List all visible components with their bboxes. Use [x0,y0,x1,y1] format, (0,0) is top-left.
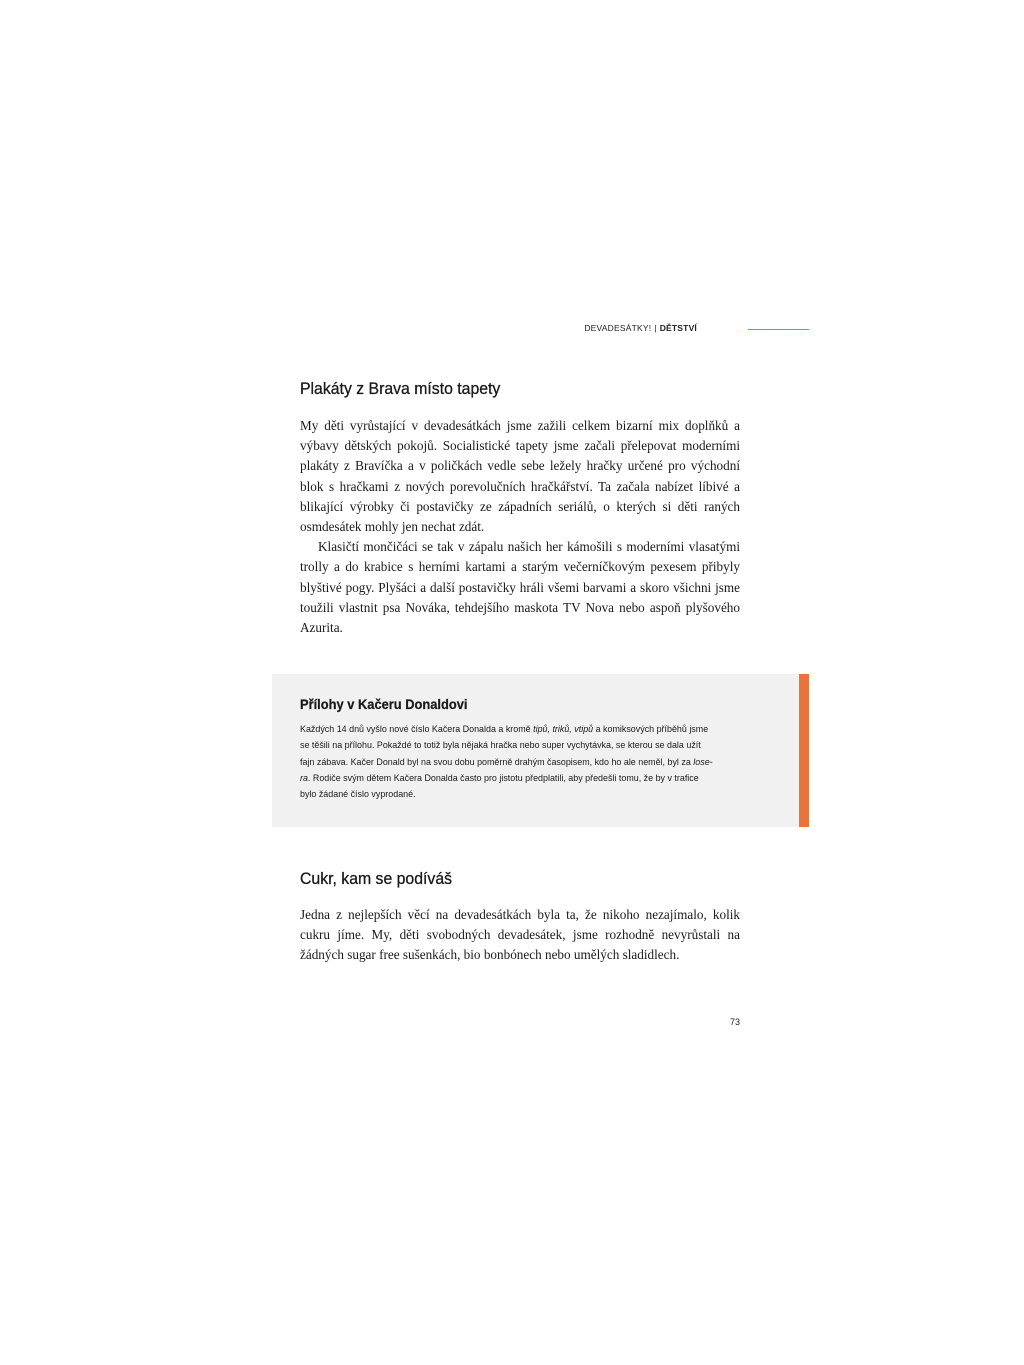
section-heading-posters: Plakáty z Brava místo tapety [300,379,501,398]
sidebar-accent-bar [799,674,809,827]
text-run: se těšili na přílohu. Pokaždé to totiž byla nějaká hračka nebo super vychytávka, se kterou se dala užít [300,740,701,752]
sidebar-line [300,722,709,738]
section-body-sugar [300,905,740,966]
paragraph: My děti vyrůstající v devadesátkách jsme zažili celkem bizarní mix doplňků a výbavy dětských pokojů. Socialistické tapety jsme začali přelepovat moderními plakáty z Bravíčka a v poličkách vedle sebe ležely hračky určené pro východní blok s hračkami z nových porevolučních hračkářství. Ta začala nabízet líbivé a blikající výrobky či postavičky ze západních seriálů, o kterých si děti raných osmdesátek mohly jen nechat zdát. [300,418,740,535]
running-head-separator: | [654,323,657,333]
sidebar-line [300,755,713,771]
italic-run: lose- [693,756,713,768]
sidebar-box [272,674,799,827]
section-body-posters [300,416,740,638]
running-head-text [584,323,697,333]
running-head-section: DEVADESÁTKY! [584,323,652,333]
italic-run: ra [300,772,308,784]
sidebar-line [300,738,705,754]
text-run: Každých 14 dnů vyšlo nové číslo Kačera Donalda a kromě [300,724,534,735]
text-run: fajn zábava. Kačer Donald byl na svou dobu poměrně drahým časopisem, kdo ho ale neměl, byl za [300,756,694,768]
paragraph: Jedna z nejlepších věcí na devadesátkách byla ta, že nikoho nezajímalo, kolik cukru jíme. My, děti svobodných devadesátek, jsme rozhodně nevyrůstali na žádných sugar free sušenkách, bio bonbónech nebo umělých sladidlech. [300,907,740,963]
text-run: a komiksových příběhů jsme [593,724,709,735]
text-run: bylo žádané číslo vyprodané. [300,789,416,801]
running-head-chapter: DĚTSTVÍ [659,323,697,333]
text-run: . Rodiče svým dětem Kačera Donalda často pro jistotu předplatili, aby předešli tomu, že by v trafice [307,772,699,784]
italic-run: tipů, triků, vtipů [533,724,594,735]
sidebar-heading: Přílohy v Kačeru Donaldovi [300,696,468,712]
sidebar-line [300,787,705,803]
sidebar-line [300,771,705,787]
section-heading-sugar: Cukr, kam se podíváš [300,869,453,888]
paragraph: Klasičtí mončičáci se tak v zápalu našich her kámošili s moderními vlasatými trolly a do krabice s herními kartami a starým večerníčkovým pexesem přibyly blyštivé pogy. Plyšáci a další postavičky hráli všemi barvami a skoro všichni jsme toužili vlastnit psa Nováka, tehdejšího maskota TV Nova nebo aspoň plyšového Azurita. [300,539,740,636]
sidebar-text [300,722,736,803]
running-head [584,322,810,336]
page-number: 73 [729,1017,740,1027]
running-head-rule [748,329,809,330]
